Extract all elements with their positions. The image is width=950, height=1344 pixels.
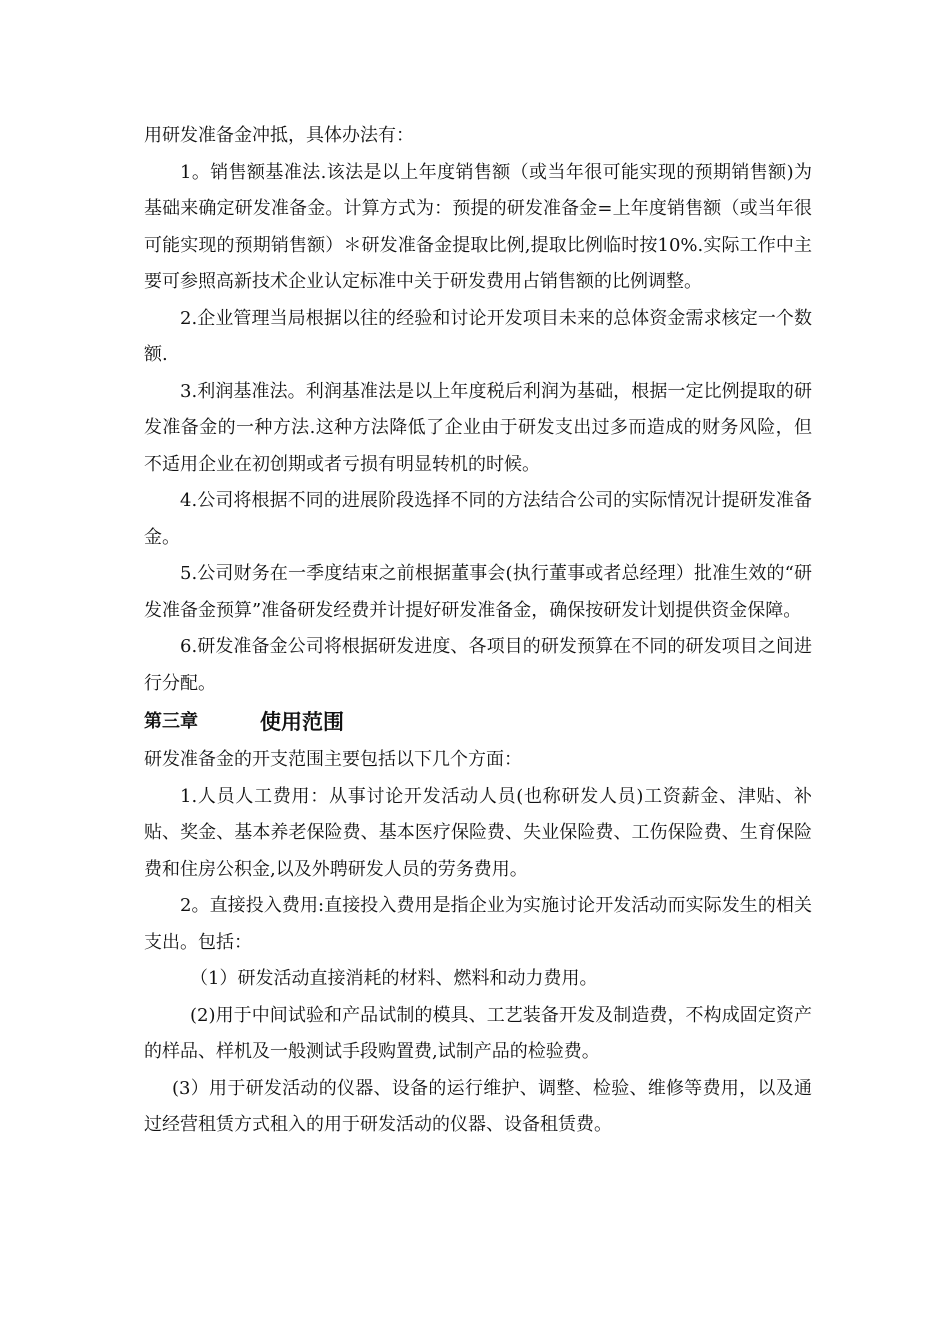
paragraph-method-6: 6.研发准备金公司将根据研发进度、各项目的研发预算在不同的研发项目之间进行分配。 (144, 636, 812, 694)
paragraph-method-3: 3.利润基准法。利润基准法是以上年度税后利润为基础，根据一定比例提取的研发准备金的一种方法.这种方法降低了企业由于研发支出过多而造成的财务风险，但不适用企业在初创期或者亏损有明显转机的时候。 (144, 380, 812, 475)
paragraph-scope-2-2: (2)用于中间试验和产品试制的模具、工艺装备开发及制造费，不构成固定资产的样品、样机及一般测试手段购置费,试制产品的检验费。 (144, 1004, 812, 1062)
chapter-heading (144, 702, 812, 742)
document-page (144, 118, 812, 1144)
paragraph-method-1: 1。销售额基准法.该法是以上年度销售额（或当年很可能实现的预期销售额)为基础来确定研发准备金。计算方式为：预提的研发准备金=上年度销售额（或当年很可能实现的预期销售额）＊研发准备金提取比例,提取比例临时按10%.实际工作中主要可参照高新技术企业认定标准中关于研发费用占销售额的比例调整。 (144, 161, 812, 292)
paragraph-scope-2-1: （1）研发活动直接消耗的材料、燃料和动力费用。 (190, 968, 598, 989)
paragraph-scope-1: 1.人员人工费用：从事讨论开发活动人员(也称研发人员)工资薪金、津贴、补贴、奖金、基本养老保险费、基本医疗保险费、失业保险费、工伤保险费、生育保险费和住房公积金,以及外聘研发人员的劳务费用。 (144, 785, 812, 880)
paragraph-method-5: 5.公司财务在一季度结束之前根据董事会(执行董事或者总经理）批准生效的“研发准备金预算”准备研发经费并计提好研发准备金，确保按研发计划提供资金保障。 (144, 563, 812, 621)
paragraph-scope-2-3: (3）用于研发活动的仪器、设备的运行维护、调整、检验、维修等费用，以及通过经营租赁方式租入的用于研发活动的仪器、设备租赁费。 (144, 1077, 812, 1135)
paragraph-method-4: 4.公司将根据不同的进展阶段选择不同的方法结合公司的实际情况计提研发准备金。 (144, 490, 812, 548)
chapter-title: 使用范围 (260, 710, 344, 734)
paragraph-intro: 用研发准备金冲抵，具体办法有： (144, 125, 414, 146)
paragraph-scope-intro: 研发准备金的开支范围主要包括以下几个方面： (144, 749, 522, 770)
chapter-number: 第三章 (144, 711, 198, 732)
paragraph-method-2: 2.企业管理当局根据以往的经验和讨论开发项目未来的总体资金需求核定一个数额. (144, 307, 812, 365)
paragraph-scope-2: 2。直接投入费用:直接投入费用是指企业为实施讨论开发活动而实际发生的相关支出。包括： (144, 895, 812, 953)
